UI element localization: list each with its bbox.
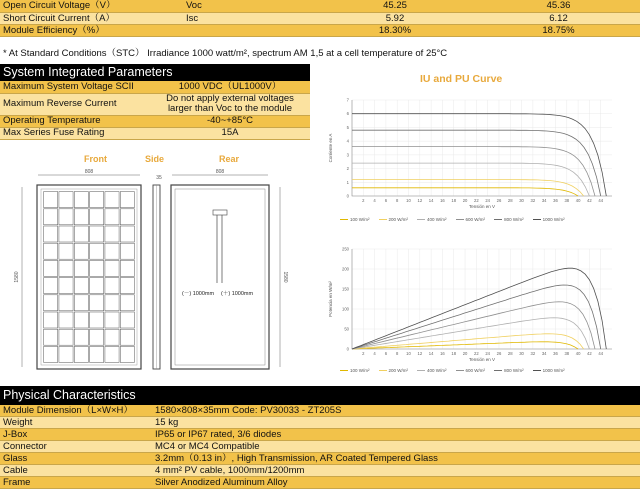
solar-cell [105, 346, 119, 362]
x-tick-label: 12 [417, 198, 423, 203]
solar-cell [74, 346, 88, 362]
solar-cell [105, 209, 119, 225]
legend-item [494, 217, 524, 222]
legend-item [417, 217, 447, 222]
x-tick-label: 12 [417, 351, 423, 356]
solar-cell [90, 192, 104, 208]
legend-label: 200 W/m² [388, 217, 409, 222]
y-tick-label: 4 [346, 138, 349, 144]
x-tick-label: 2 [362, 351, 365, 356]
table-row [0, 465, 640, 477]
legend-label: 100 W/m² [350, 368, 370, 373]
legend-swatch [340, 370, 348, 371]
table-row [0, 429, 640, 441]
value-cell: 45.36 [477, 0, 640, 12]
x-tick-label: 14 [428, 351, 434, 356]
stc-note: * At Standard Conditions（STC） Irradiance 1000 watt/m², spectrum AM 1,5 at a cell temperature of 25°C [3, 48, 448, 59]
legend-item [456, 217, 486, 222]
x-tick-label: 6 [384, 351, 388, 356]
solar-cell [59, 192, 73, 208]
legend-item [417, 368, 447, 373]
solar-cell [120, 278, 134, 294]
solar-cell [74, 209, 88, 225]
x-tick-label: 34 [541, 351, 547, 356]
table-row [0, 115, 310, 127]
solar-cell [44, 243, 58, 259]
phys-value: Silver Anodized Aluminum Alloy [152, 477, 640, 489]
x-tick-label: 8 [396, 351, 399, 356]
solar-cell [105, 278, 119, 294]
solar-cell [90, 295, 104, 311]
symbol-cell [183, 24, 313, 36]
y-tick-label: 0 [346, 193, 349, 199]
legend-swatch [533, 219, 541, 220]
x-tick-label: 38 [564, 351, 570, 356]
table-row [0, 417, 640, 429]
symbol-cell: Voc [183, 0, 313, 12]
legend-label: 600 W/m² [465, 368, 486, 373]
solar-cell [74, 243, 88, 259]
y-tick-label: 50 [344, 326, 349, 332]
param-cell: Module Efficiency（%） [0, 24, 183, 36]
solar-cell [44, 312, 58, 328]
series-line [352, 147, 595, 196]
solar-cell [105, 329, 119, 345]
solar-cell [59, 278, 73, 294]
solar-cell [120, 295, 134, 311]
legend-label: 600 W/m² [465, 217, 486, 222]
pu-chart [322, 245, 622, 365]
param-key: Max Series Fuse Rating [0, 127, 150, 139]
pu-legend [340, 368, 565, 373]
phys-key: Module Dimension（L×W×H） [0, 405, 152, 417]
y-tick-label: 100 [342, 306, 349, 312]
y-tick-label: 2 [346, 166, 349, 172]
legend-label: 1000 W/m² [542, 217, 565, 222]
solar-cell [44, 295, 58, 311]
front-view [14, 169, 141, 369]
value-cell: 18.75% [477, 24, 640, 36]
y-axis-label: Potencia en W/m² [328, 281, 333, 317]
solar-cell [105, 192, 119, 208]
param-cell: Short Circuit Current（A） [0, 12, 183, 24]
table-row [0, 477, 640, 489]
y-tick-label: 0 [346, 346, 349, 352]
solar-cell [105, 243, 119, 259]
x-tick-label: 20 [462, 198, 468, 203]
y-tick-label: 1 [346, 179, 349, 185]
legend-item [533, 217, 565, 222]
legend-item [494, 368, 524, 373]
table-row [0, 441, 640, 453]
solar-cell [44, 209, 58, 225]
physical-table [0, 405, 640, 489]
symbol-cell: Isc [183, 12, 313, 24]
value-cell: 45.25 [313, 0, 477, 12]
rear-width-dim: 808 [215, 169, 225, 175]
phys-key: Frame [0, 477, 152, 489]
phys-key: Weight [0, 417, 152, 429]
param-key: Maximum System Voltage SCII [0, 81, 150, 93]
solar-cell [59, 346, 73, 362]
x-tick-label: 24 [485, 351, 490, 356]
legend-label: 1000 W/m² [542, 368, 565, 373]
solar-cell [105, 312, 119, 328]
x-tick-label: 28 [507, 198, 513, 203]
value-cell: 5.92 [313, 12, 477, 24]
solar-cell [105, 295, 119, 311]
solar-cell [74, 192, 88, 208]
x-tick-label: 32 [530, 351, 536, 356]
table-row [0, 12, 640, 24]
solar-cell [59, 260, 73, 276]
x-tick-label: 24 [485, 198, 490, 203]
side-dim: 35 [156, 175, 162, 181]
x-tick-label: 32 [530, 198, 536, 203]
x-tick-label: 38 [564, 198, 570, 203]
x-tick-label: 4 [373, 198, 376, 203]
module-drawing [0, 163, 310, 383]
legend-swatch [340, 219, 348, 220]
solar-cell [44, 260, 58, 276]
solar-cell [90, 209, 104, 225]
solar-cell [59, 209, 73, 225]
solar-cell [74, 329, 88, 345]
phys-value: 1580×808×35mm Code: PV30033 - ZT205S [152, 405, 640, 417]
phys-key: Connector [0, 441, 152, 453]
legend-item [379, 368, 409, 373]
table-row [0, 0, 640, 12]
phys-value: MC4 or MC4 Compatible [152, 441, 640, 453]
solar-cell [74, 295, 88, 311]
solar-cell [59, 312, 73, 328]
legend-swatch [494, 219, 502, 220]
param-value: Do not apply external voltages larger than Voc to the module [150, 93, 310, 115]
solar-cell [59, 243, 73, 259]
x-tick-label: 26 [496, 198, 502, 203]
x-tick-label: 2 [362, 198, 365, 203]
curve-title: IU and PU Curve [420, 73, 503, 85]
x-tick-label: 26 [496, 351, 502, 356]
legend-swatch [533, 370, 541, 371]
param-key: Maximum Reverse Current [0, 93, 150, 115]
axis [352, 100, 612, 196]
solar-cell [120, 346, 134, 362]
solar-cell [90, 226, 104, 242]
y-axis-label: Corriente en A [328, 133, 333, 163]
x-tick-label: 14 [428, 198, 434, 203]
solar-cell [44, 329, 58, 345]
x-axis-label: Tensión en V [468, 357, 496, 362]
x-tick-label: 44 [598, 198, 604, 203]
solar-cell [120, 329, 134, 345]
iu-chart [322, 96, 622, 211]
x-tick-label: 40 [575, 351, 581, 356]
table-row [0, 81, 310, 93]
x-tick-label: 42 [587, 351, 592, 356]
x-tick-label: 36 [553, 351, 558, 356]
x-tick-label: 30 [519, 351, 524, 356]
series-line [352, 334, 584, 349]
x-tick-label: 34 [541, 198, 547, 203]
solar-cell [59, 329, 73, 345]
solar-cell [120, 312, 134, 328]
y-tick-label: 7 [346, 97, 349, 103]
cable-positive-label: (＋) 1000mm [221, 291, 254, 297]
solar-cell [120, 243, 134, 259]
cable-negative-label: (－) 1000mm [182, 291, 215, 297]
x-tick-label: 22 [474, 351, 479, 356]
y-tick-label: 200 [342, 266, 349, 272]
x-tick-label: 30 [519, 198, 524, 203]
legend-item [340, 368, 370, 373]
param-value: -40~+85°C [150, 115, 310, 127]
solar-cell [44, 278, 58, 294]
table-row [0, 453, 640, 465]
x-tick-label: 22 [474, 198, 479, 203]
solar-cell [90, 346, 104, 362]
legend-item [456, 368, 486, 373]
side-view-label: Side [145, 154, 165, 164]
x-tick-label: 18 [451, 351, 457, 356]
param-cell: Open Circuit Voltage（V） [0, 0, 183, 12]
solar-cell [105, 226, 119, 242]
phys-value: IP65 or IP67 rated, 3/6 diodes [152, 429, 640, 441]
front-height-dim: 1580 [14, 271, 20, 283]
solar-cell [44, 192, 58, 208]
system-params-header: System Integrated Parameters [0, 64, 310, 81]
y-tick-label: 150 [342, 286, 349, 292]
x-tick-label: 16 [440, 198, 445, 203]
solar-cell [120, 226, 134, 242]
value-cell: 18.30% [313, 24, 477, 36]
x-tick-label: 4 [373, 351, 376, 356]
solar-cell [59, 295, 73, 311]
x-tick-label: 28 [507, 351, 513, 356]
legend-label: 400 W/m² [427, 368, 447, 373]
x-tick-label: 18 [451, 198, 457, 203]
legend-label: 400 W/m² [427, 217, 447, 222]
phys-key: Cable [0, 465, 152, 477]
rear-height-dim: 1580 [282, 271, 288, 283]
phys-key: J-Box [0, 429, 152, 441]
legend-swatch [494, 370, 502, 371]
x-tick-label: 10 [406, 351, 411, 356]
solar-cell [90, 260, 104, 276]
table-row [0, 405, 640, 417]
legend-item [533, 368, 565, 373]
x-tick-label: 6 [384, 198, 388, 203]
y-tick-label: 6 [346, 111, 349, 117]
x-axis-label: Tensión en V [468, 204, 496, 209]
solar-cell [120, 209, 134, 225]
solar-cell [120, 192, 134, 208]
legend-item [379, 217, 409, 222]
rear-view [171, 169, 288, 369]
phys-value: 4 mm² PV cable, 1000mm/1200mm [152, 465, 640, 477]
legend-label: 200 W/m² [388, 368, 409, 373]
physical-header: Physical Characteristics [0, 386, 640, 405]
front-view-label: Front [84, 154, 107, 164]
phys-key: Glass [0, 453, 152, 465]
param-value: 15A [150, 127, 310, 139]
solar-cell [90, 278, 104, 294]
solar-cell [74, 226, 88, 242]
x-tick-label: 36 [553, 198, 558, 203]
legend-swatch [456, 370, 464, 371]
solar-cell [90, 243, 104, 259]
legend-label: 800 W/m² [504, 368, 524, 373]
system-params-table [0, 81, 310, 140]
phys-value: 15 kg [152, 417, 640, 429]
table-row [0, 24, 640, 36]
x-tick-label: 40 [575, 198, 581, 203]
solar-cell [105, 260, 119, 276]
front-width-dim: 808 [84, 169, 94, 175]
iu-legend [340, 217, 565, 222]
value-cell: 6.12 [477, 12, 640, 24]
legend-swatch [417, 219, 425, 220]
table-row [0, 93, 310, 115]
rear-view-label: Rear [219, 154, 240, 164]
solar-cell [44, 346, 58, 362]
solar-cell [74, 278, 88, 294]
solar-cell [90, 312, 104, 328]
legend-swatch [417, 370, 425, 371]
legend-label: 100 W/m² [350, 217, 370, 222]
y-tick-label: 250 [342, 246, 349, 252]
solar-cell [120, 260, 134, 276]
y-tick-label: 5 [346, 124, 349, 130]
legend-item [340, 217, 370, 222]
legend-swatch [379, 219, 387, 220]
legend-swatch [456, 219, 464, 220]
param-value: 1000 VDC（UL1000V） [150, 81, 310, 93]
x-tick-label: 8 [396, 198, 399, 203]
param-key: Operating Temperature [0, 115, 150, 127]
solar-cell [90, 329, 104, 345]
x-tick-label: 44 [598, 351, 604, 356]
solar-cell [59, 226, 73, 242]
electrical-table [0, 0, 640, 37]
side-view [153, 175, 162, 369]
legend-swatch [379, 370, 387, 371]
y-tick-label: 3 [346, 152, 349, 158]
x-tick-label: 20 [462, 351, 468, 356]
legend-label: 800 W/m² [504, 217, 524, 222]
x-tick-label: 42 [587, 198, 592, 203]
solar-cell [44, 226, 58, 242]
solar-cell [74, 260, 88, 276]
phys-value: 3.2mm（0.13 in）, High Transmission, AR Coated Tempered Glass [152, 453, 640, 465]
table-row [0, 127, 310, 139]
junction-box [213, 210, 227, 215]
solar-cell [74, 312, 88, 328]
x-tick-label: 16 [440, 351, 445, 356]
x-tick-label: 10 [406, 198, 411, 203]
